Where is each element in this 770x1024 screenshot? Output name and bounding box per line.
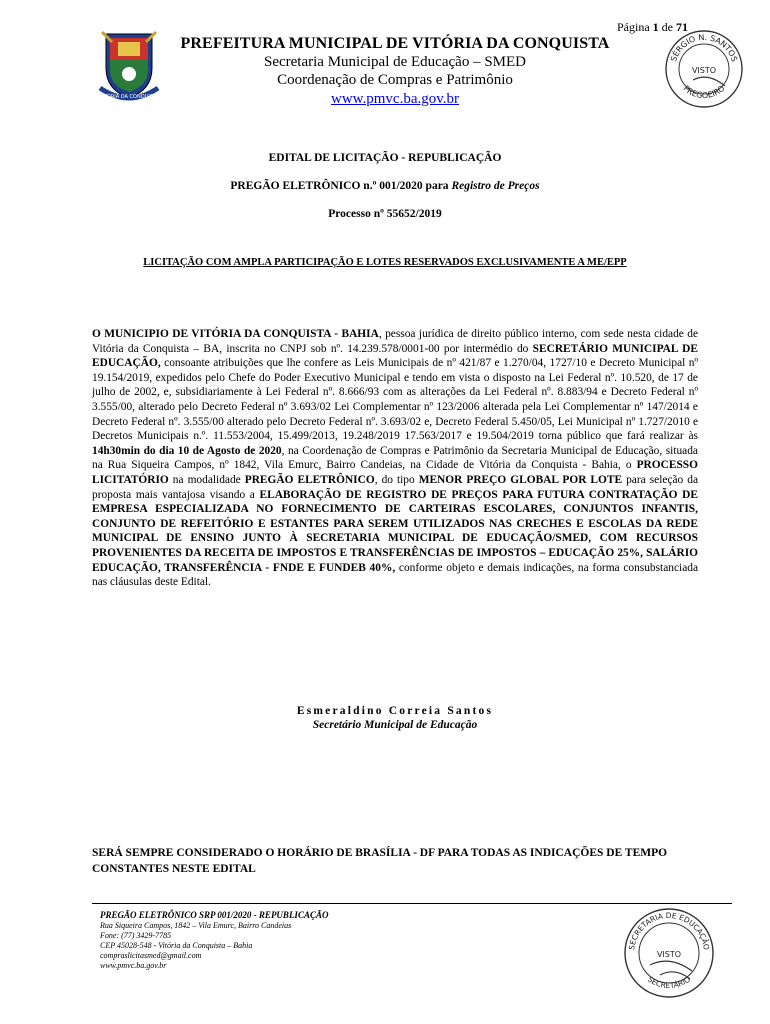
- svg-text:PREGOEIRO: [681, 84, 726, 100]
- stamp-bottom-bottom-text: SECRETÁRIO: [645, 974, 693, 991]
- signatory-name: Esmeraldino Correia Santos: [296, 705, 494, 717]
- licitacao-subtitle: LICITAÇÃO COM AMPLA PARTICIPAÇÃO E LOTES RESERVADOS EXCLUSIVAMENTE A ME/EPP: [143, 257, 627, 268]
- page-number: Página 1 de 71: [617, 20, 688, 34]
- stamp-top-arc-text: SÉRGIO N. SANTOS: [669, 32, 739, 63]
- footer-site[interactable]: www.pmvc.ba.gov.br: [100, 961, 167, 970]
- edital-body-paragraph: O MUNICIPIO DE VITÓRIA DA CONQUISTA - BAHIA, pessoa jurídica de direito público interno, com sede nesta cidade de Vitória da Conquista – BA, inscrita no CNPJ sob nº. 14.239.578/0001-00 por intermédio do SECRETÁRIO MUNICIPAL DE EDUCAÇÃO, consoante atribuições que lhe confere as Leis Municipais de nº 421/87 e 1.270/04, 1727/10 e Decreto Municipal nº 19.154/2019, expedidos pelo Chefe do Poder Executivo Municipal e tendo em vista o disposto na Lei Federal nº. 10.520, de 17 de julho de 2002, e, subsidiariamente à Lei Federal nº. 8.666/93 com as alterações da Lei Federal nº. 8.883/94 e Decreto Federal nº 3.555/00, alterado pelo Decreto Federal nº 3.693/02 Lei Complementar nº 123/2006 alterada pela Lei Complementar nº 147/2014 e Decreto Federal nº. 3.555/00 alterado pelo Decreto Federal nº. 3.693/02 e, Decreto Federal 5.450/05, Lei Municipal nº 1.727/2010 e Decretos Municipais n.º. 11.553/2004, 15.499/2013, 19.248/2019 17.563/2017 e 19.504/2019 torna público que fará realizar às 14h30min do dia 10 de Agosto de 2020, na Coordenação de Compras e Patrimônio da Secretaria Municipal de Educação, situada na Rua Siqueira Campos, nº 1842, Vila Emurc, Bairro Candeias, na Cidade de Vitória da Conquista - Bahia, o PROCESSO LICITATÓRIO na modalidade PREGÃO ELETRÔNICO, do tipo MENOR PREÇO GLOBAL POR LOTE para seleção da proposta mais vantajosa visando a ELABORAÇÃO DE REGISTRO DE PREÇOS PARA FUTURA CONTRATAÇÃO DE EMPRESA ESPECIALIZADA NO FORNECIMENTO DE CARTEIRAS ESCOLARES, CONJUNTOS INFANTIS, CONJUNTO DE REFEITÓRIO E ESTANTES PARA SEREM UTILIZADOS NAS CRECHES E ESCOLAS DA REDE MUNICIPAL DE ENSINO JUNTO À SECRETARIA MUNICIPAL DE EDUCAÇÃO/SMED, COM RECURSOS PROVENIENTES DA RECEITA DE IMPOSTOS E TRANSFERÊNCIAS DE IMPOSTOS – EDUCAÇÃO 25%, SALÁRIO EDUCAÇÃO, TRANSFERÊNCIA - FNDE E FUNDEB 40%, conforme objeto e demais indicações, na forma consubstanciada nas cláusulas deste Edital.: [92, 328, 698, 589]
- footer-phone: Fone: (77) 3429-7785: [100, 931, 172, 940]
- signatory-role: Secretário Municipal de Educação: [312, 719, 478, 731]
- footer-cep: CEP 45028-548 - Vitória da Conquista – Bahia: [100, 941, 253, 950]
- svg-text:SÉRGIO N. SANTOS: [669, 33, 739, 63]
- svg-text:VITÓRIA DA CONQUISTA: VITÓRIA DA CONQUISTA: [98, 94, 160, 100]
- processo-number: Processo nº 55652/2019: [328, 208, 442, 220]
- footer-address: Rua Siqueira Campos, 1842 – Vila Emurc, Bairro Candeias: [100, 921, 292, 930]
- signature-block: [0, 705, 770, 731]
- footer-email[interactable]: compraslicitasmed@gmail.com: [100, 951, 202, 960]
- svg-text:SECRETÁRIO: [646, 975, 692, 991]
- time-notice: SERÁ SEMPRE CONSIDERADO O HORÁRIO DE BRASÍLIA - DF PARA TODAS AS INDICAÇÕES DE TEMPO CONSTANTES NESTE EDITAL: [92, 847, 668, 875]
- stamp-bottom-arc-text: SECRETARIA DE EDUCAÇÃO: [627, 910, 711, 951]
- footer: [100, 910, 500, 971]
- organization-name: PREFEITURA MUNICIPAL DE VITÓRIA DA CONQUISTA: [180, 35, 610, 52]
- official-stamp-icon: [620, 905, 718, 1000]
- footer-title: PREGÃO ELETRÔNICO SRP 001/2020 - REPUBLICAÇÃO: [100, 910, 329, 920]
- footer-divider: [92, 903, 732, 904]
- coordination-name: Coordenação de Compras e Patrimônio: [277, 72, 513, 88]
- website-link[interactable]: www.pmvc.ba.gov.br: [330, 91, 460, 107]
- secretariat-name: Secretaria Municipal de Educação – SMED: [264, 54, 526, 70]
- pregao-title: PREGÃO ELETRÔNICO n.º 001/2020 para Registro de Preços: [230, 180, 540, 192]
- document-header: [180, 35, 610, 108]
- stamp-top-bottom-text: PREGOEIRO: [681, 83, 727, 101]
- stamp-bottom-center-text: VISTO: [656, 950, 682, 959]
- official-stamp-icon: [663, 28, 745, 110]
- stamp-top-center-text: VISTO: [691, 66, 717, 75]
- municipal-coat-of-arms-icon: [98, 28, 160, 102]
- edital-title: EDITAL DE LICITAÇÃO - REPUBLICAÇÃO: [268, 152, 502, 164]
